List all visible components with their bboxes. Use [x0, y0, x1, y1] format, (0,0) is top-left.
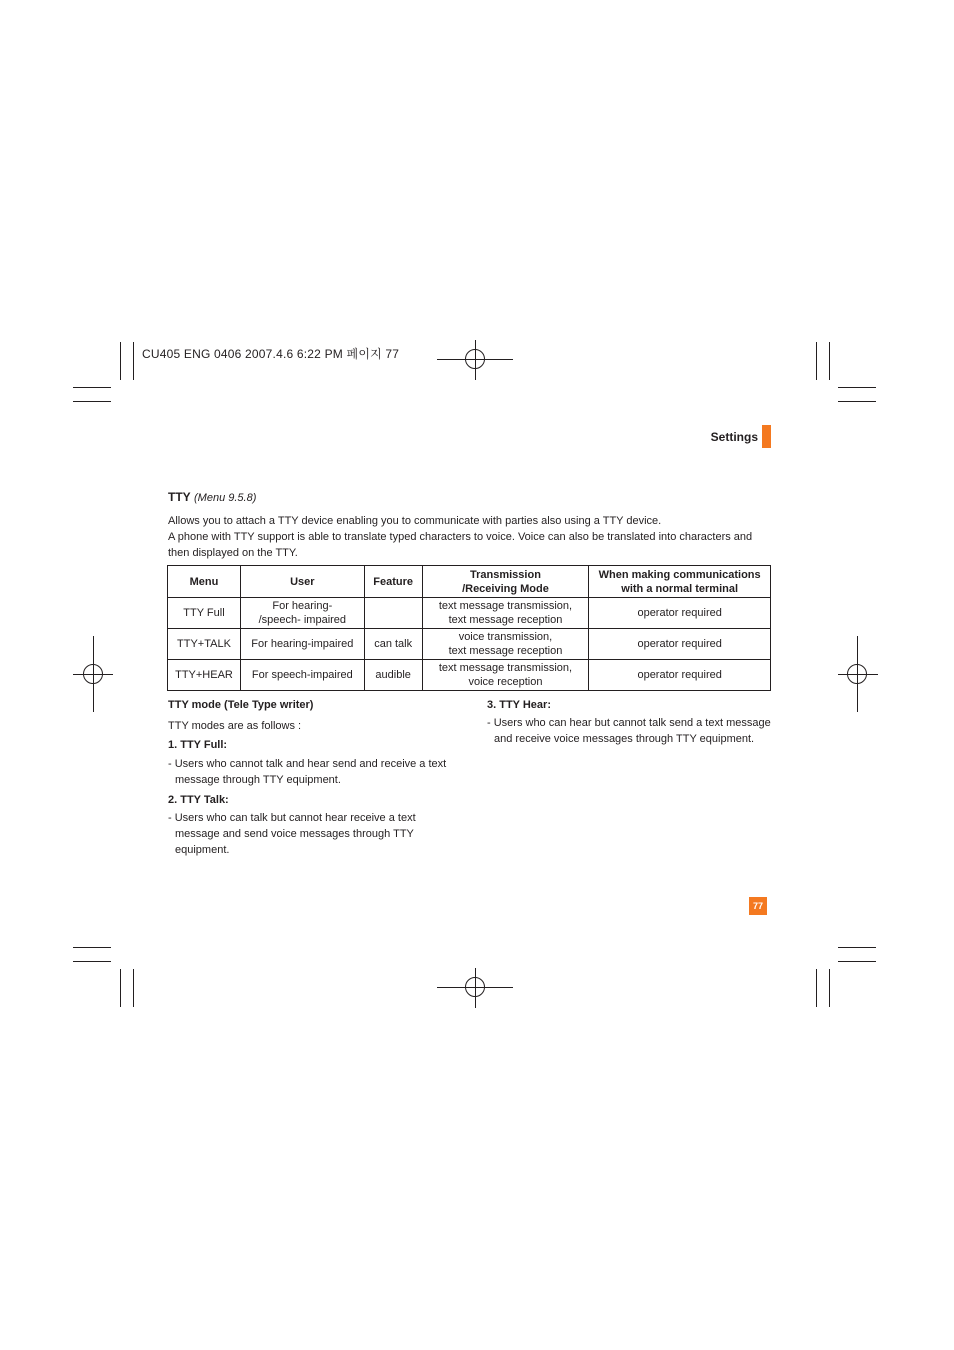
table-header-row — [168, 566, 771, 598]
table-row — [168, 660, 771, 691]
page-number: 77 — [749, 897, 767, 915]
cell-feature — [364, 598, 422, 629]
section-tab-marker — [762, 425, 771, 448]
menu-reference: (Menu 9.5.8) — [194, 492, 257, 504]
cell-feature: can talk — [364, 629, 422, 660]
cell-transmission: voice transmission, text message reception — [422, 629, 589, 660]
table-row — [168, 629, 771, 660]
tty-full-title: 1. TTY Full: — [168, 739, 228, 751]
cell-user: For speech-impaired — [240, 660, 364, 691]
header-transmission: Transmission /Receiving Mode — [422, 566, 589, 598]
cell-transmission: text message transmission, voice reception — [422, 660, 589, 691]
table-row — [168, 598, 771, 629]
tty-talk-text: - Users who can talk but cannot hear receive a text message and send voice messages through TTY equipment. — [168, 812, 416, 856]
cell-menu: TTY+HEAR — [168, 660, 241, 691]
cell-normal-terminal: operator required — [589, 660, 771, 691]
intro-paragraph: Allows you to attach a TTY device enabling you to communicate with parties also using a TTY device. — [168, 515, 662, 527]
header-normal-terminal: When making communications with a normal terminal — [589, 566, 771, 598]
right-column — [487, 697, 772, 747]
intro-paragraph: A phone with TTY support is able to translate typed characters to voice. Voice can also be translated into characters and then displayed on the TTY. — [168, 531, 753, 559]
title-text: TTY — [168, 490, 191, 504]
cell-feature: audible — [364, 660, 422, 691]
print-slug: CU405 ENG 0406 2007.4.6 6:22 PM 페이지 77 — [142, 347, 400, 361]
header-user: User — [240, 566, 364, 598]
cell-normal-terminal: operator required — [589, 598, 771, 629]
cell-menu: TTY Full — [168, 598, 241, 629]
cell-user: For hearing-impaired — [240, 629, 364, 660]
header-feature: Feature — [364, 566, 422, 598]
tty-mode-heading: TTY mode (Tele Type writer) — [168, 699, 314, 711]
cell-normal-terminal: operator required — [589, 629, 771, 660]
left-column — [168, 697, 448, 858]
header-menu: Menu — [168, 566, 241, 598]
cell-user: For hearing- /speech- impaired — [240, 598, 364, 629]
intro-text — [168, 513, 772, 561]
cell-menu: TTY+TALK — [168, 629, 241, 660]
tty-hear-title: 3. TTY Hear: — [487, 699, 551, 711]
page-title — [168, 490, 256, 504]
cell-transmission: text message transmission, text message reception — [422, 598, 589, 629]
tty-mode-lead: TTY modes are as follows : — [168, 720, 302, 732]
section-header: Settings — [710, 430, 758, 444]
tty-mode-table — [167, 565, 771, 691]
tty-hear-text: - Users who can hear but cannot talk send a text message and receive voice messages through TTY equipment. — [487, 717, 771, 745]
tty-talk-title: 2. TTY Talk: — [168, 794, 229, 806]
tty-full-text: - Users who cannot talk and hear send and receive a text message through TTY equipment. — [168, 758, 447, 786]
